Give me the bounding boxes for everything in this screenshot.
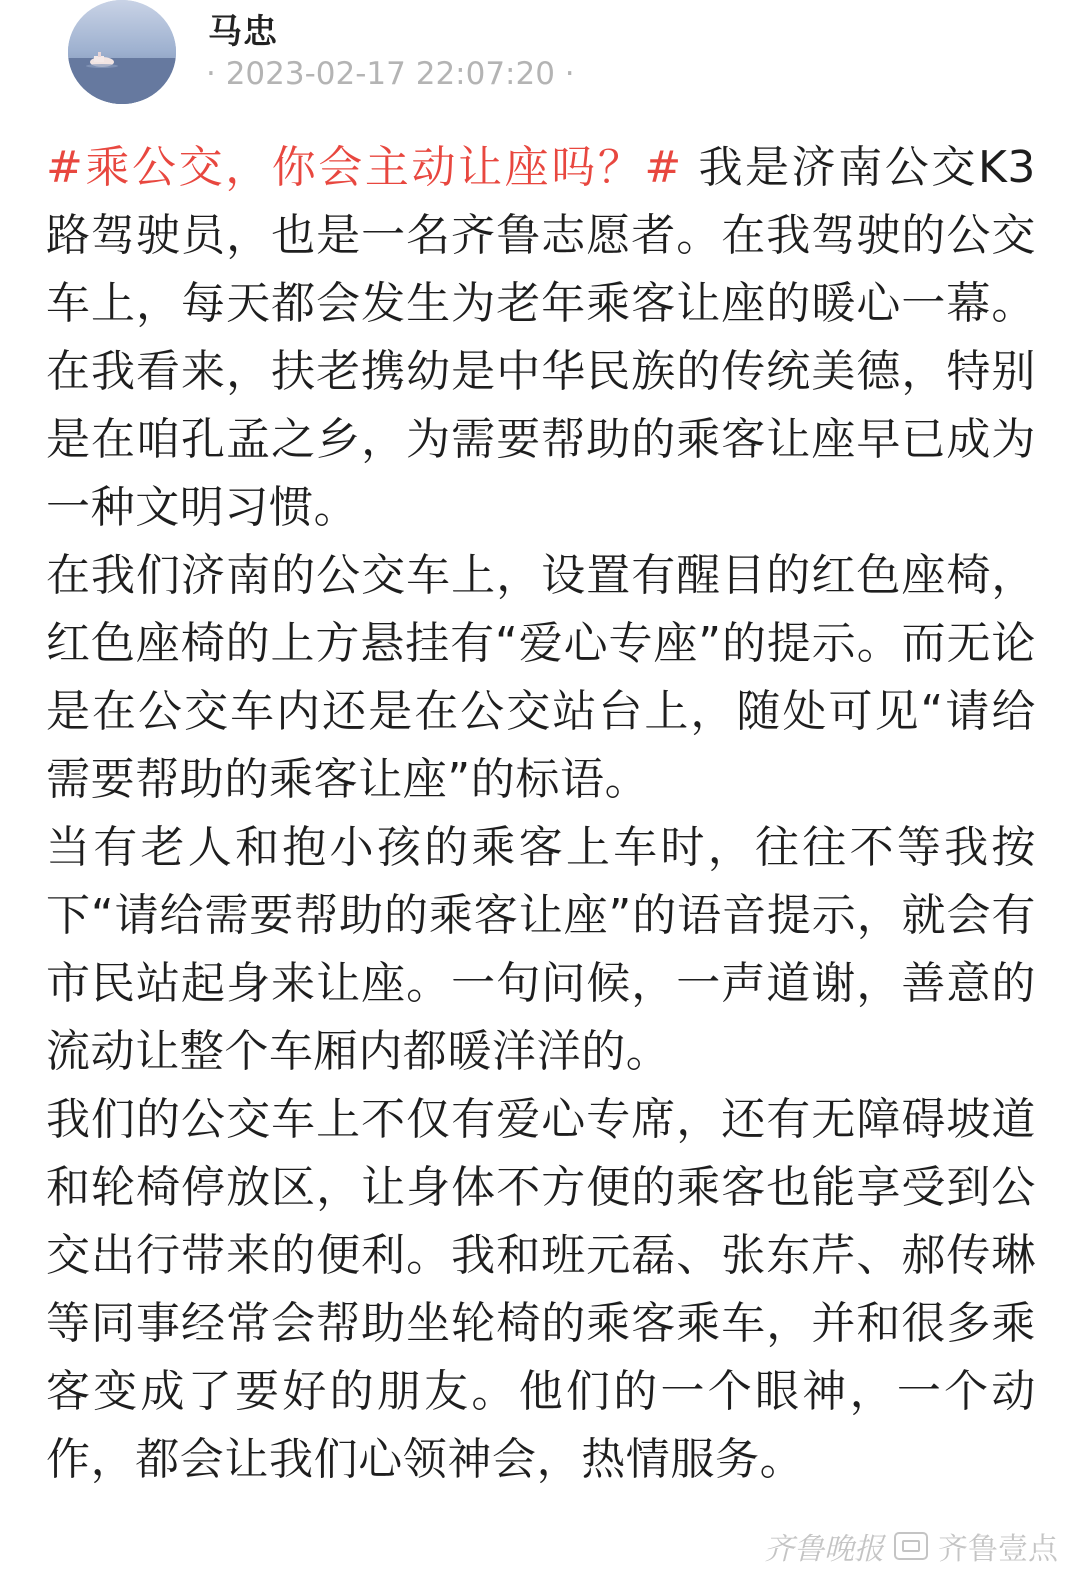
intro-text: 我是济南公交K3路驾驶员，也是一名齐鲁志愿者。在我驾驶的公交车上，每天都会发生为老年乘客让座的暖心一幕。在我看来，扶老携幼是中华民族的传统美德，特别是在咱孔孟之乡，为需要帮助的乘客让座早已成为一种文明习惯。 [46, 142, 1036, 533]
watermark-app-icon [894, 1532, 928, 1560]
watermark-logo-right: 齐鲁壹点 [938, 1532, 1058, 1567]
avatar[interactable] [68, 0, 176, 104]
post-paragraph: 当有老人和抱小孩的乘客上车时，往往不等我按下“请给需要帮助的乘客让座”的语音提示，就会有市民站起身来让座。一句问候，一声道谢，善意的流动让整个车厢内都暖洋洋的。 [46, 822, 1036, 1077]
post-paragraph-intro [46, 134, 1036, 542]
author-name[interactable]: 马忠 [208, 12, 278, 52]
post-content [46, 134, 1036, 1494]
watermark-logo-left: 齐鲁晚报 [764, 1532, 884, 1567]
post-header [68, 0, 968, 110]
avatar-image [68, 0, 176, 104]
watermark [764, 1524, 1058, 1568]
post-timestamp: · 2023-02-17 22:07:20 · [206, 56, 575, 92]
post-paragraph: 在我们济南的公交车上，设置有醒目的红色座椅，红色座椅的上方悬挂有“爱心专座”的提示。而无论是在公交车内还是在公交站台上，随处可见“请给需要帮助的乘客让座”的标语。 [46, 550, 1036, 805]
hashtag-link[interactable]: #乘公交，你会主动让座吗？# [46, 142, 682, 193]
post-paragraph: 我们的公交车上不仅有爱心专席，还有无障碍坡道和轮椅停放区，让身体不方便的乘客也能享受到公交出行带来的便利。我和班元磊、张东芹、郝传琳等同事经常会帮助坐轮椅的乘客乘车，并和很多乘客变成了要好的朋友。他们的一个眼神，一个动作，都会让我们心领神会，热情服务。 [46, 1094, 1036, 1485]
